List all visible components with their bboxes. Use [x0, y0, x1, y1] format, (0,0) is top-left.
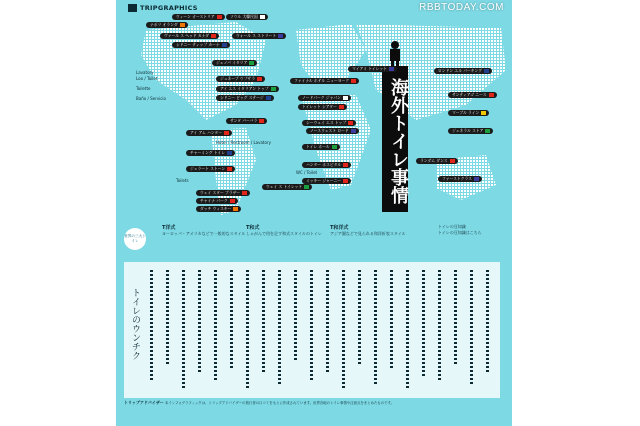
- infographic-poster: [116, 0, 512, 426]
- map-label: トイレ ホール: [302, 144, 340, 150]
- legend-note: [438, 224, 482, 236]
- tip-column: [374, 270, 377, 384]
- legend-desc: ヨーロッパ・アメリカなどで一般的なスタイル: [162, 231, 246, 236]
- europe-shape: [296, 24, 366, 85]
- tip-column: [326, 270, 329, 374]
- map-label: ノードパーク ジャパン: [298, 95, 351, 101]
- map-label: シドニー ティップ カーナ: [172, 42, 230, 48]
- brand-name: TRIPGRAPHICS: [140, 4, 198, 12]
- map-label: ランダム ダンス: [416, 158, 458, 164]
- tip-column: [422, 270, 425, 378]
- legend-title: T和式: [246, 225, 260, 231]
- tip-column: [438, 270, 441, 382]
- tips-title: トイレのウンチク: [130, 288, 140, 360]
- side-label: Loo / Toilet: [136, 76, 158, 81]
- map-label: ミッキー ジャーニー: [302, 178, 351, 184]
- map-label: ハンター ホスピタル: [302, 162, 351, 168]
- map-label: シドニー ビッグ ステージ: [216, 95, 274, 101]
- map-label: マイアミ トイレット: [348, 66, 397, 72]
- watermark: RBBTODAY.COM: [419, 2, 504, 13]
- map-label: サンタ バーバラ: [226, 118, 267, 124]
- map-label: ソウル 大韓民国: [226, 14, 268, 20]
- side-label: Toilets: [176, 178, 189, 183]
- map-label: ノースウェスト ロード: [306, 128, 359, 134]
- map-label: シーウェイ エス トップ: [302, 120, 356, 126]
- map-label: ファーストクラス: [438, 176, 482, 182]
- map-label: ジェラート ストーン: [186, 166, 235, 172]
- side-label: WC / Toilet: [296, 170, 318, 175]
- legend-western: [162, 224, 246, 237]
- map-label: ウェイ ス トイレット: [262, 184, 312, 190]
- tip-column: [150, 270, 153, 380]
- tip-column: [214, 270, 217, 382]
- side-label: Hotel / Restroom / Lavatory: [216, 140, 271, 145]
- map-label: アイ エス イタリアン トップ: [216, 86, 279, 92]
- tip-column: [262, 270, 265, 372]
- ranking-badge: 世界の三大トイレ: [124, 228, 146, 250]
- side-label: Lavatory: [136, 70, 154, 75]
- legend-title: T和洋式: [330, 225, 349, 231]
- map-label: アイ アム ハンター: [186, 130, 232, 136]
- tip-column: [342, 270, 345, 390]
- map-label: マーブル ライン: [448, 110, 489, 116]
- footer: [124, 400, 500, 406]
- tip-column: [454, 270, 457, 364]
- side-label: Baño / Servicio: [136, 96, 166, 101]
- map-label: ウィーン オーストリア: [172, 14, 225, 20]
- side-label: Toilette: [136, 86, 151, 91]
- toilet-character-icon: [386, 40, 404, 68]
- tip-column: [198, 270, 201, 374]
- map-label: ヴァール ス ヘッド カナダ: [160, 33, 219, 39]
- map-label: ウェイ スター ブラザー: [196, 190, 250, 196]
- legend-mixed: [330, 224, 406, 237]
- map-label: ウォール ス ストリート: [232, 33, 286, 39]
- tip-column: [406, 270, 409, 388]
- tip-column: [486, 270, 489, 372]
- map-label: チャーミング トイレ: [186, 150, 235, 156]
- tips-section: [124, 262, 500, 398]
- tip-column: [230, 270, 233, 368]
- legend-desc: しゃがんで用を足す和式スタイルのトイレ: [246, 231, 322, 236]
- tip-column: [182, 270, 185, 390]
- map-label: ジェネラル ストア: [448, 128, 493, 134]
- map-label: ジュネーブ ウプサラ: [216, 76, 265, 82]
- map-label: ダッチ ウィスキー: [196, 206, 241, 212]
- tip-column: [470, 270, 473, 386]
- tip-column: [278, 270, 281, 386]
- footer-logo: トリップアドバイザー: [124, 400, 164, 405]
- footer-text: 本インフォグラフィックは、トリップアドバイザーの旅行者の口コミをもとに作成されています。世界各地のトイレ事情や注意点をまとめたものです。: [164, 401, 395, 405]
- legend-japanese: [246, 224, 322, 237]
- map-label: ナポリ オランダ: [146, 22, 188, 28]
- legend-note-2: トイレの豆知識はこちら: [438, 230, 482, 235]
- map-label: ジェノバ イタリア: [212, 60, 257, 66]
- legend-desc: アジア圏などで見られる和洋折衷スタイル: [330, 231, 406, 236]
- legend-title: T洋式: [162, 225, 176, 231]
- map-label: ロンドン エル パーキング: [434, 68, 492, 74]
- page-title: 海外トイレ事情: [382, 66, 408, 212]
- tip-column: [358, 270, 361, 366]
- tip-column: [294, 270, 297, 360]
- tip-column: [390, 270, 393, 370]
- tip-column: [166, 270, 169, 366]
- map-label: サンティアゴ ニース: [448, 92, 497, 98]
- map-label: トイレット シアター: [298, 104, 347, 110]
- map-label: チャイナ パーク: [196, 198, 238, 204]
- map-label: ファイナル ホテル ニューヨーク: [290, 78, 359, 84]
- legend-note-1: トイレの豆知識: [438, 224, 466, 229]
- tip-column: [246, 270, 249, 388]
- tip-column: [310, 270, 313, 380]
